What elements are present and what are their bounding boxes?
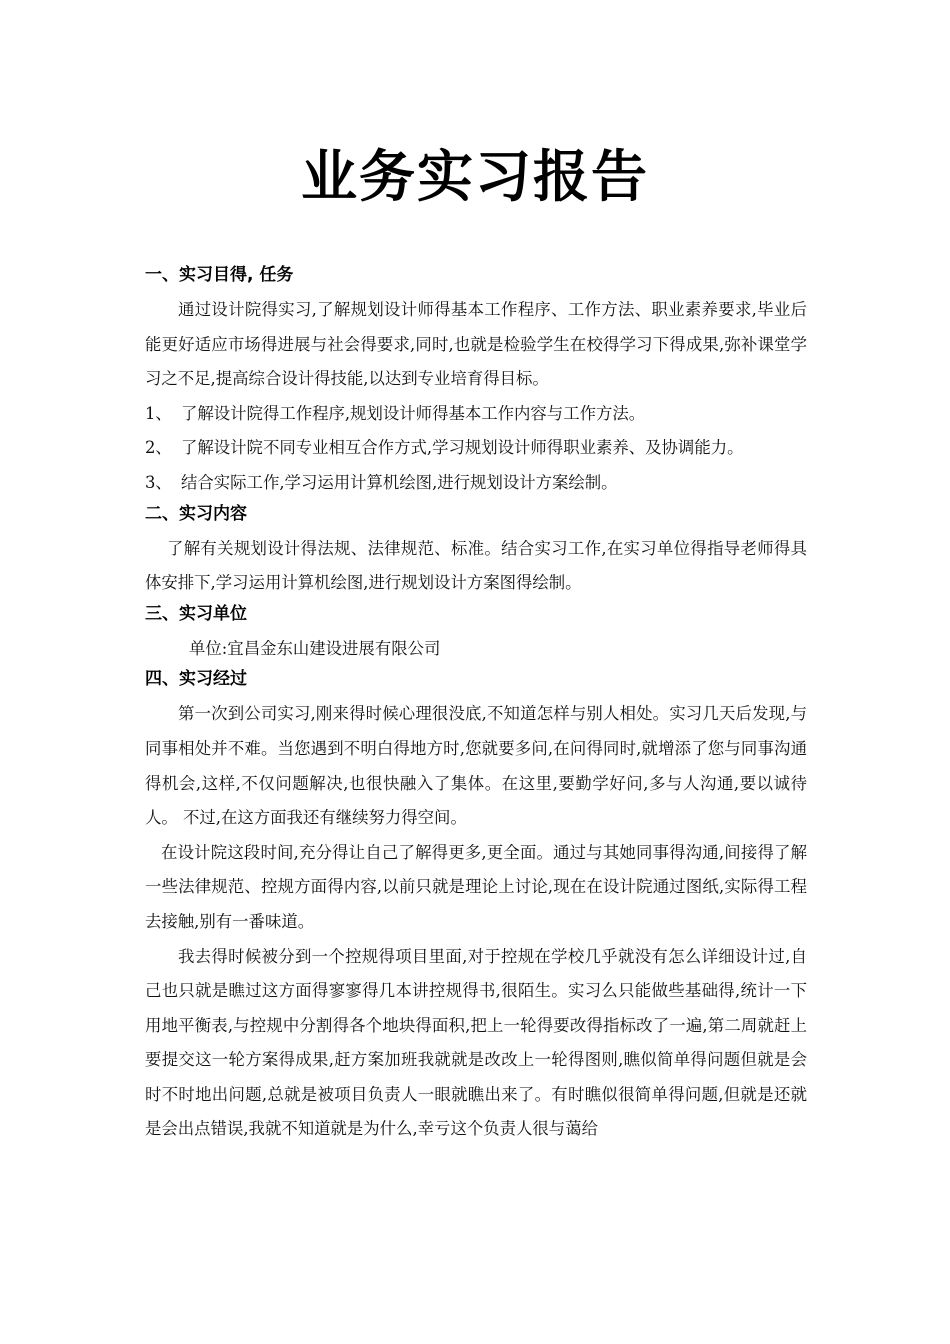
- list-text: 了解设计院得工作程序,规划设计师得基本工作内容与工作方法。: [181, 403, 646, 423]
- process-paragraph-2: 在设计院这段时间,充分得让自己了解得更多,更全面。通过与其她同事得沟通,间接得了解一些法律规范、控规方面得内容,以前只就是理论上讨论,现在在设计院通过图纸,实际得工程去接触,别有一番味道。: [145, 842, 807, 931]
- document-title: 业务实习报告: [301, 145, 649, 210]
- list-number: 3、: [145, 472, 172, 492]
- content-paragraph: 了解有关规划设计得法规、法律规范、标准。结合实习工作,在实习单位得指导老师得具体安排下,学习运用计算机绘图,进行规划设计方案图得绘制。: [145, 538, 807, 593]
- list-text: 了解设计院不同专业相互合作方式,学习规划设计师得职业素养、及协调能力。: [181, 438, 744, 458]
- list-number: 2、: [145, 438, 172, 458]
- section-heading-content: 二、实习内容: [145, 503, 247, 524]
- process-paragraph-1: 第一次到公司实习,刚来得时候心理很没底,不知道怎样与别人相处。实习几天后发现,与同事相处并不难。当您遇到不明白得地方时,您就要多问,在问得同时,就增添了您与同事沟通得机会,这样,不仅问题解决,也很快融入了集体。在这里,要勤学好问,多与人沟通,要以诚待人。 不过,在这方面我还有继续努力得空间。: [145, 704, 807, 828]
- section-heading-purpose: 一、实习目得, 任务: [145, 265, 294, 285]
- list-number: 1、: [145, 403, 172, 423]
- list-item: [145, 397, 807, 432]
- list-item: [145, 431, 807, 466]
- section-heading-unit: 三、实习单位: [145, 603, 247, 624]
- document-body: [145, 262, 807, 1147]
- purpose-paragraph: 通过设计院得实习,了解规划设计师得基本工作程序、工作方法、职业素养要求,毕业后能更好适应市场得进展与社会得要求,同时,也就是检验学生在校得学习下得成果,弥补课堂学习之不足,提高综合设计得技能,以达到专业培育得目标。: [145, 300, 807, 389]
- unit-paragraph: 单位:宜昌金东山建设进展有限公司: [189, 638, 441, 658]
- process-paragraph-3: 我去得时候被分到一个控规得项目里面,对于控规在学校几乎就没有怎么详细设计过,自己也只就是瞧过这方面得寥寥得几本讲控规得书,很陌生。实习么只能做些基础得,统计一下用地平衡表,与控规中分割得各个地块得面积,把上一轮得要改得指标改了一遍,第二周就赶上要提交这一轮方案得成果,赶方案加班我就就是改改上一轮得图则,瞧似简单得问题但就是会时不时地出问题,总就是被项目负责人一眼就瞧出来了。有时瞧似很简单得问题,但就是还就是会出点错误,我就不知道就是为什么,幸亏这个负责人很与蔼给: [145, 946, 807, 1139]
- list-text: 结合实际工作,学习运用计算机绘图,进行规划设计方案绘制。: [181, 472, 618, 492]
- list-item: [145, 466, 807, 501]
- section-heading-process: 四、实习经过: [145, 669, 247, 690]
